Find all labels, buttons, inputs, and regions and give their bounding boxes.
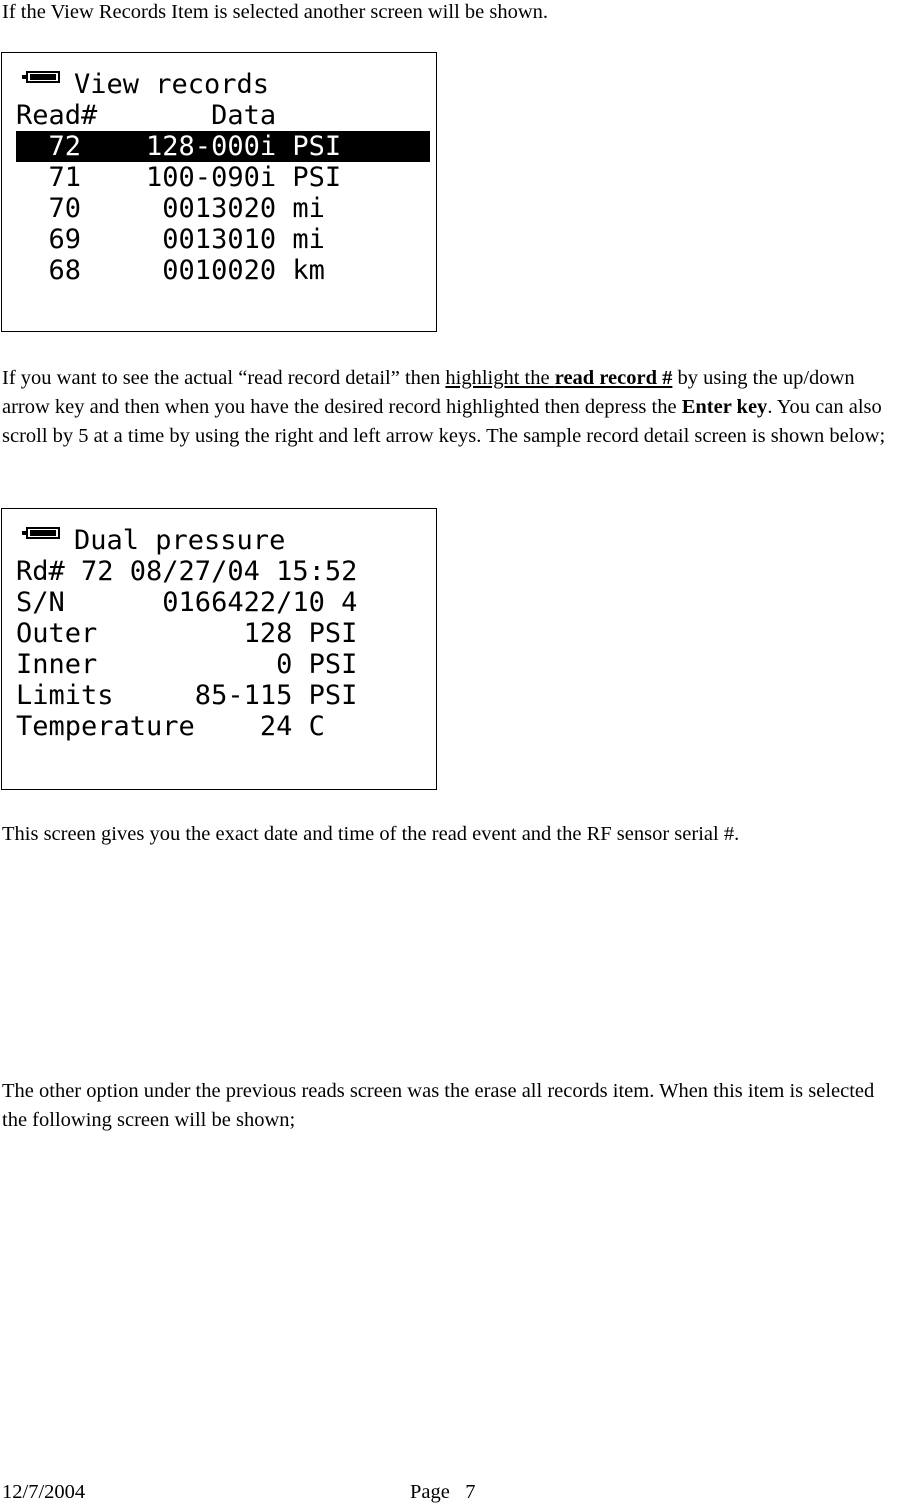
- record-row[interactable]: 70 0013020 mi: [16, 193, 325, 224]
- record-row[interactable]: 68 0010020 km: [16, 255, 325, 286]
- record-row[interactable]: 69 0013010 mi: [16, 224, 325, 255]
- erase-paragraph: The other option under the previous reads screen was the erase all records item. When this item is selected the following screen will be shown;: [2, 1080, 875, 1131]
- footer-date: 12/7/2004: [2, 1481, 86, 1503]
- detail-temperature: Temperature 24 C: [16, 711, 325, 742]
- instructions-paragraph: If you want to see the actual “read record detail” then highlight the read record # by using the up/down arrow key and then when you have the desired record highlighted then depress the Enter key. You can also scroll by 5 at a time by using the right and left arrow keys. The sample record detail screen is shown below;: [2, 367, 886, 447]
- summary-paragraph: This screen gives you the exact date and time of the read event and the RF sensor serial #.: [2, 823, 740, 845]
- battery-icon: [22, 527, 62, 539]
- footer-page-number: Page 7: [410, 1481, 476, 1503]
- intro-paragraph: If the View Records Item is selected another screen will be shown.: [2, 1, 549, 23]
- record-row-selected[interactable]: 72 128-000i PSI: [16, 131, 430, 162]
- view-records-screen: [1, 52, 437, 332]
- column-header: Read# Data: [16, 100, 277, 131]
- record-detail-screen: [1, 508, 437, 790]
- detail-read-number: Rd# 72 08/27/04 15:52: [16, 556, 358, 587]
- detail-outer: Outer 128 PSI: [16, 618, 358, 649]
- screen-title: Dual pressure: [74, 525, 286, 556]
- detail-limits: Limits 85-115 PSI: [16, 680, 358, 711]
- screen-title: View records: [74, 69, 270, 100]
- battery-icon: [22, 71, 62, 83]
- detail-inner: Inner 0 PSI: [16, 649, 358, 680]
- detail-serial: S/N 0166422/10 4: [16, 587, 358, 618]
- record-row[interactable]: 71 100-090i PSI: [16, 162, 342, 193]
